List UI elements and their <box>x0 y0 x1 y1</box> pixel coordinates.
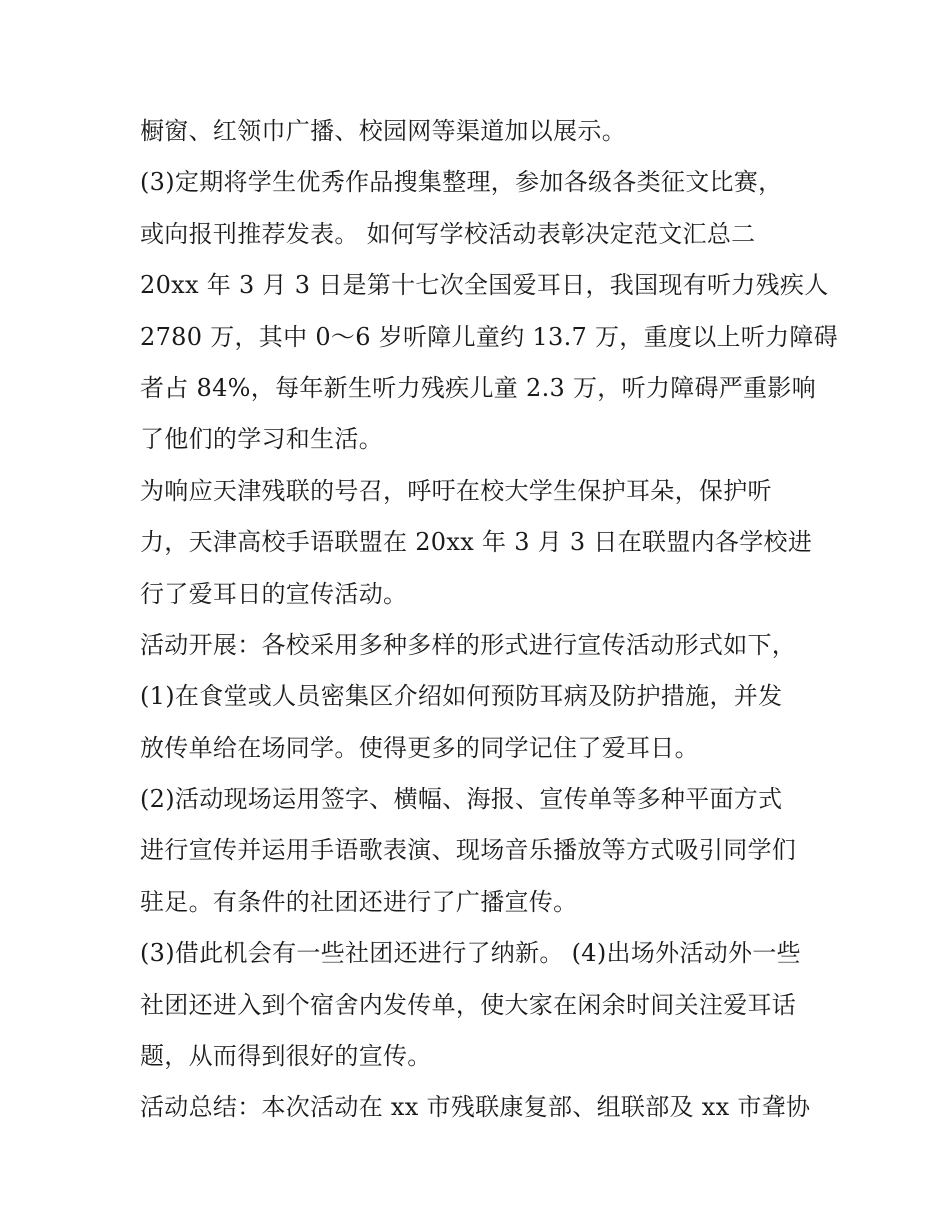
text-line: 为响应天津残联的号召，呼吁在校大学生保护耳朵，保护听 <box>140 476 772 505</box>
text-line: 或向报刊推荐发表。 如何写学校活动表彰决定范文汇总二 <box>140 219 756 248</box>
text-line: 放传单给在场同学。使得更多的同学记住了爱耳日。 <box>140 733 699 762</box>
text-line: 题，从而得到很好的宣传。 <box>140 1042 432 1071</box>
text-line: 社团还进入到个宿舍内发传单，使大家在闲余时间关注爱耳话 <box>140 990 797 1019</box>
text-line: 活动开展：各校采用多种多样的形式进行宣传活动形式如下， <box>140 630 797 659</box>
text-line: 力，天津高校手语联盟在 20xx 年 3 月 3 日在联盟内各学校进 <box>140 528 813 557</box>
text-line: 活动总结：本次活动在 xx 市残联康复部、组联部及 xx 市聋协 <box>140 1093 811 1122</box>
text-line: 驻足。有条件的社团还进行了广播宣传。 <box>140 887 578 916</box>
text-line: (2)活动现场运用签字、横幅、海报、宣传单等多种平面方式 <box>140 785 783 814</box>
text-line: (3)借此机会有一些社团还进行了纳新。 (4)出场外活动外一些 <box>140 939 801 968</box>
text-line: (1)在食堂或人员密集区介绍如何预防耳病及防护措施，并发 <box>140 682 783 711</box>
text-line: 了他们的学习和生活。 <box>140 425 383 454</box>
text-line: 者占 84%，每年新生听力残疾儿童 2.3 万，听力障碍严重影响 <box>140 373 816 402</box>
document-body <box>140 106 838 1134</box>
text-line: 进行宣传并运用手语歌表演、现场音乐播放等方式吸引同学们 <box>140 836 797 865</box>
text-line: 橱窗、红领巾广播、校园网等渠道加以展示。 <box>140 117 626 145</box>
text-line: (3)定期将学生优秀作品搜集整理，参加各级各类征文比赛， <box>140 168 783 197</box>
text-line: 2780 万，其中 0～6 岁听障儿童约 13.7 万，重度以上听力障碍 <box>140 322 838 351</box>
text-line: 20xx 年 3 月 3 日是第十七次全国爱耳日，我国现有听力残疾人 <box>140 271 829 300</box>
text-line: 行了爱耳日的宣传活动。 <box>140 579 408 608</box>
